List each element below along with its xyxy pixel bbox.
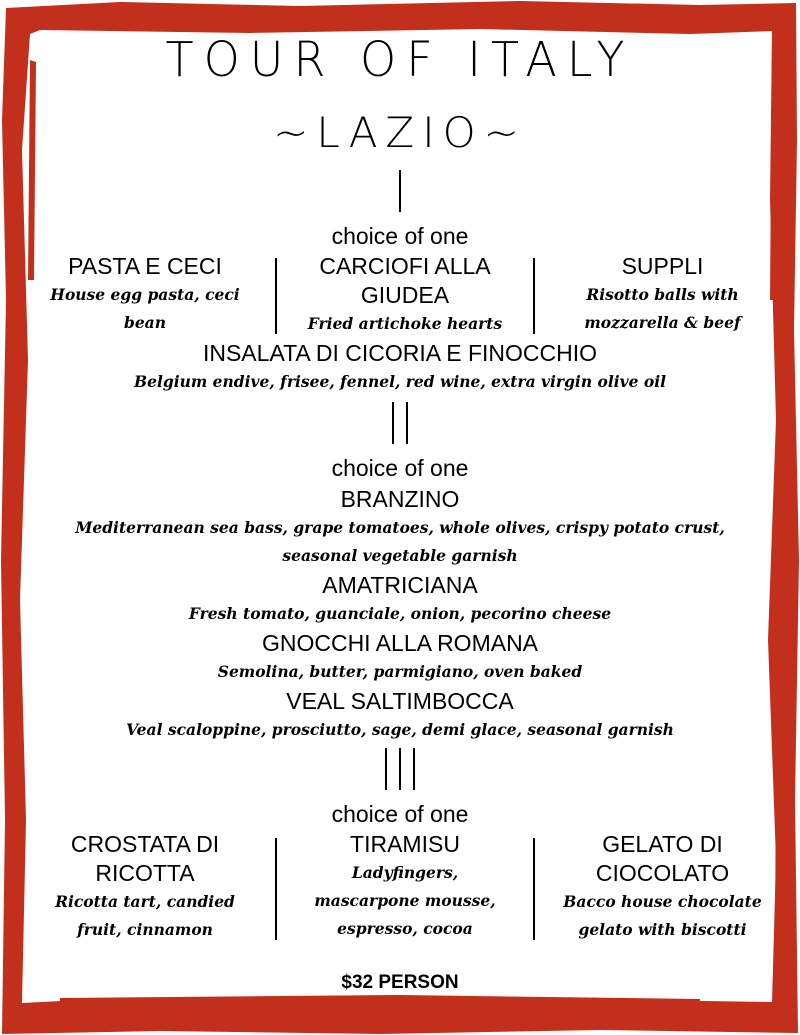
course2-item-1 <box>0 484 800 570</box>
course2-item-4 <box>0 686 800 744</box>
course2-choice-label: choice of one <box>331 455 469 481</box>
column-divider <box>275 258 277 334</box>
price-per-person: $32 PERSON <box>341 972 459 993</box>
dish-name: TIRAMISU <box>350 831 460 857</box>
dish-name: CROSTATA DI RICOTTA <box>70 831 220 886</box>
dish-description: Ladyfingers, mascarpone mousse, espresso, cocoa <box>314 863 496 938</box>
menu-title: TOUR OF ITALY <box>165 30 635 88</box>
course2-items <box>0 484 800 744</box>
dish-description: Semolina, butter, parmigiano, oven baked <box>217 662 583 681</box>
course2-item-2 <box>0 570 800 628</box>
column-divider <box>275 838 277 940</box>
dish-name: SUPPLI <box>621 253 704 279</box>
dish-description: Belgium endive, frisee, fennel, red wine, extra virgin olive oil <box>134 372 666 391</box>
course3-item-3 <box>555 830 770 944</box>
dish-name: AMATRICIANA <box>322 572 478 598</box>
course1-item-2 <box>295 252 515 338</box>
dish-description: Fried artichoke hearts <box>307 314 503 333</box>
region-title: ~LAZIO~ <box>273 108 527 157</box>
dish-description: Bacco house chocolate gelato with biscotti <box>563 892 762 939</box>
dish-name: GNOCCHI ALLA ROMANA <box>261 630 539 656</box>
dish-name: INSALATA DI CICORIA E FINOCCHIO <box>202 340 598 366</box>
dish-name: BRANZINO <box>340 486 460 512</box>
column-divider <box>533 838 535 940</box>
dish-description: Mediterranean sea bass, grape tomatoes, whole olives, crispy potato crust, seasonal vegetable garnish <box>75 518 725 565</box>
course1-item-3 <box>560 252 765 337</box>
course1-item-1 <box>45 252 245 337</box>
course3-choice-label: choice of one <box>331 801 469 827</box>
course2-item-3 <box>0 628 800 686</box>
course1-choice-label: choice of one <box>331 223 469 249</box>
dish-name: VEAL SALTIMBOCCA <box>286 688 514 714</box>
course3-item-1 <box>45 830 245 944</box>
dish-description: Veal scaloppine, prosciutto, sage, demi glace, seasonal garnish <box>126 720 674 739</box>
course-numeral-1 <box>0 170 800 217</box>
dish-description: House egg pasta, ceci bean <box>50 285 240 332</box>
dish-name: PASTA E CECI <box>68 253 222 279</box>
course3-item-2 <box>300 830 510 943</box>
dish-description: Ricotta tart, candied fruit, cinnamon <box>55 892 235 939</box>
dish-description: Risotto balls with mozzarella & beef <box>584 285 741 332</box>
column-divider <box>533 258 535 334</box>
dish-name: GELATO DI CIOCOLATO <box>595 831 730 886</box>
dish-description: Fresh tomato, guanciale, onion, pecorino cheese <box>188 604 612 623</box>
course-numeral-3 <box>0 748 800 795</box>
dish-name: CARCIOFI ALLA GIUDEA <box>319 253 491 308</box>
course-numeral-2 <box>0 402 800 449</box>
course1-salad <box>0 338 800 396</box>
